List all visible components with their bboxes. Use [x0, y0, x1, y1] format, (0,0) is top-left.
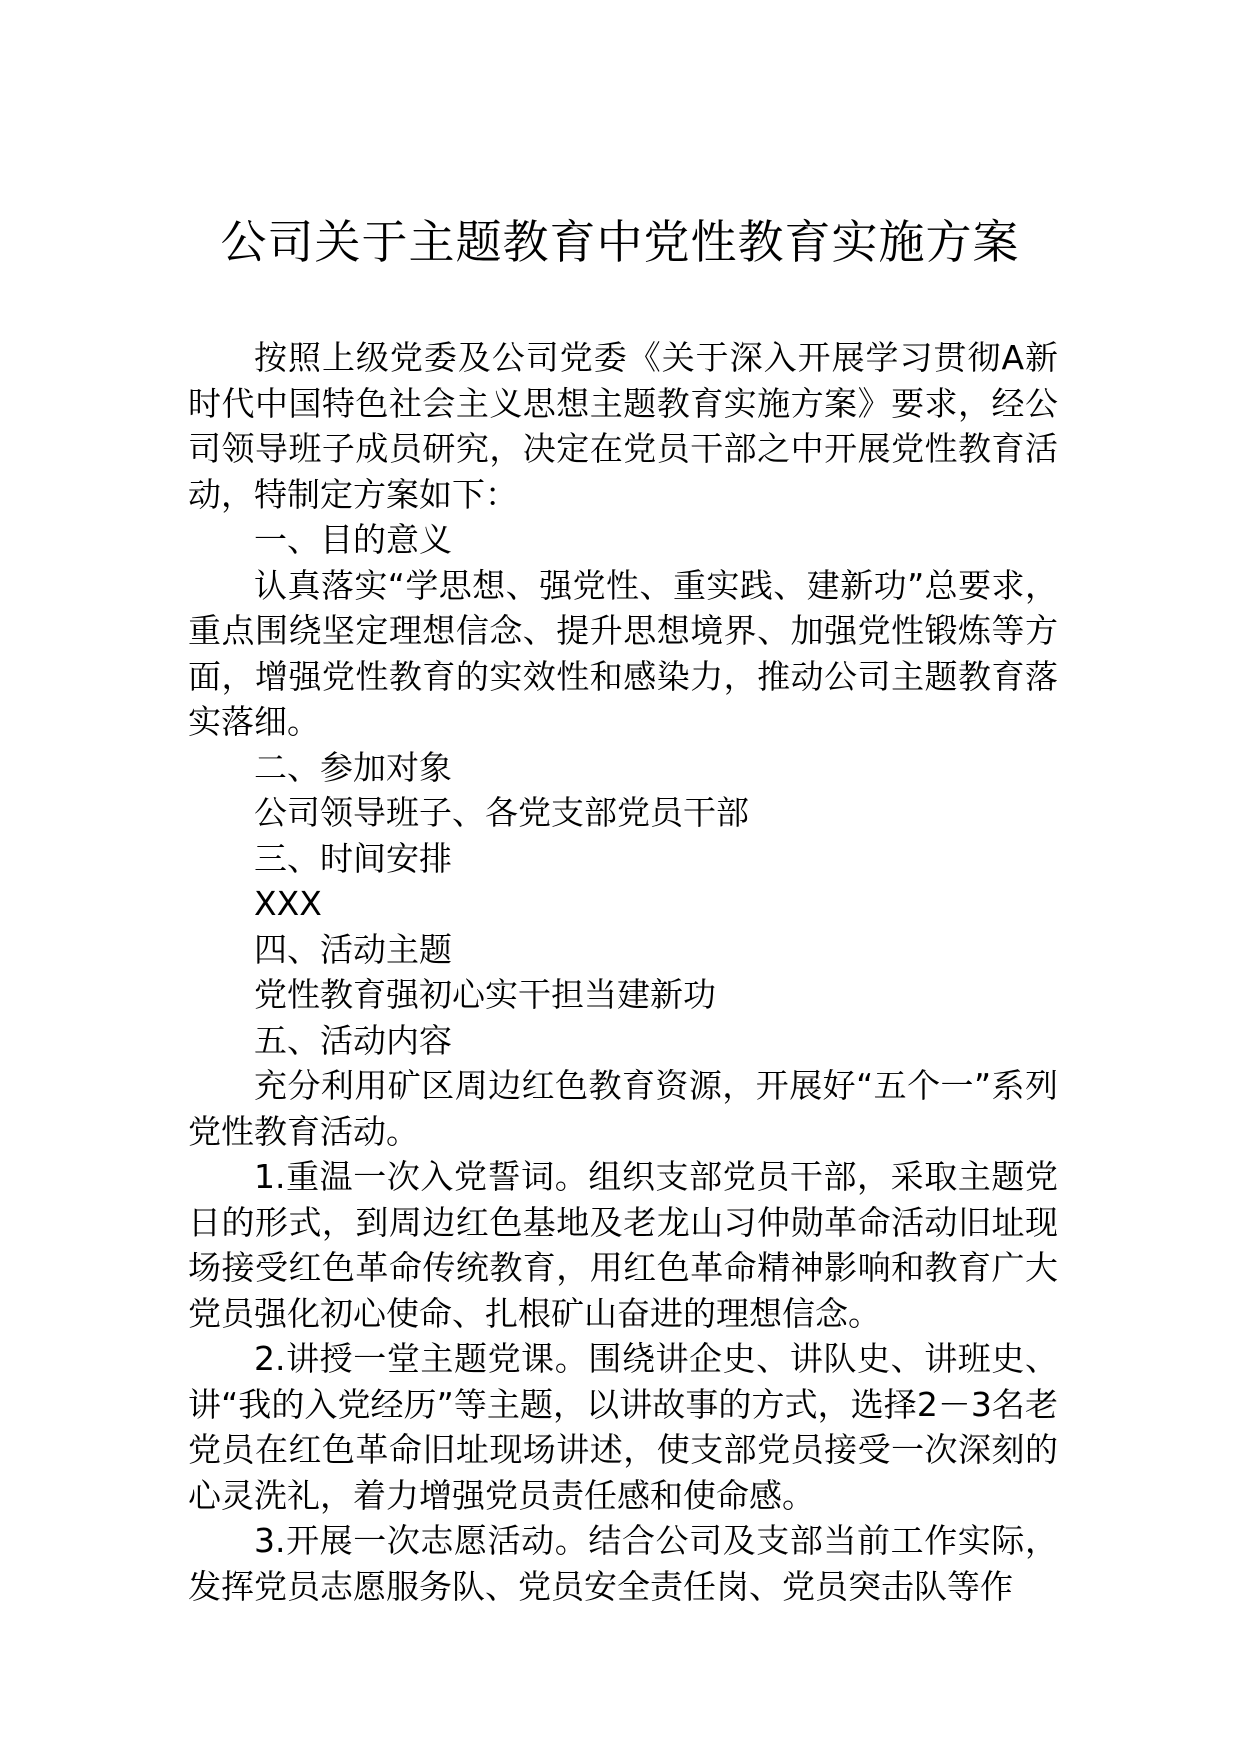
paragraph-theme: 党性教育强初心实干担当建新功 — [254, 975, 716, 1014]
document-title: 公司关于主题教育中党性教育实施方案 — [220, 215, 1020, 269]
paragraph-intro: 按照上级党委及公司党委《关于深入开展学习贯彻A新时代中国特色社会主义思想主题教育实施方案》要求，经公司领导班子成员研究，决定在党员干部之中开展党性教育活动，特制定方案如下： — [188, 338, 1058, 514]
paragraph-content-intro: 充分利用矿区周边红色教育资源，开展好“五个一”系列党性教育活动。 — [188, 1066, 1058, 1151]
heading-schedule: 三、时间安排 — [254, 838, 452, 878]
paragraph-item-3: 3.开展一次志愿活动。结合公司及支部当前工作实际，发挥党员志愿服务队、党员安全责任岗、党员突击队等作 — [188, 1521, 1058, 1606]
paragraph-schedule: XXX — [254, 884, 322, 923]
heading-participants: 二、参加对象 — [254, 747, 452, 787]
document-body — [188, 335, 1058, 1609]
paragraph-participants: 公司领导班子、各党支部党员干部 — [254, 793, 749, 832]
heading-purpose: 一、目的意义 — [254, 520, 452, 559]
heading-content: 五、活动内容 — [254, 1020, 452, 1060]
heading-theme: 四、活动主题 — [254, 929, 452, 969]
paragraph-item-2: 2.讲授一堂主题党课。围绕讲企史、讲队史、讲班史、讲“我的入党经历”等主题，以讲故事的方式，选择2－3名老党员在红色革命旧址现场讲述，使支部党员接受一次深刻的心灵洗礼，着力增强党员责任感和使命感。 — [188, 1339, 1058, 1515]
paragraph-purpose: 认真落实“学思想、强党性、重实践、建新功”总要求，重点围绕坚定理想信念、提升思想境界、加强党性锻炼等方面，增强党性教育的实效性和感染力，推动公司主题教育落实落细。 — [188, 565, 1058, 741]
paragraph-item-1: 1.重温一次入党誓词。组织支部党员干部，采取主题党日的形式，到周边红色基地及老龙山习仲勋革命活动旧址现场接受红色革命传统教育，用红色革命精神影响和教育广大党员强化初心使命、扎根矿山奋进的理想信念。 — [188, 1157, 1058, 1333]
